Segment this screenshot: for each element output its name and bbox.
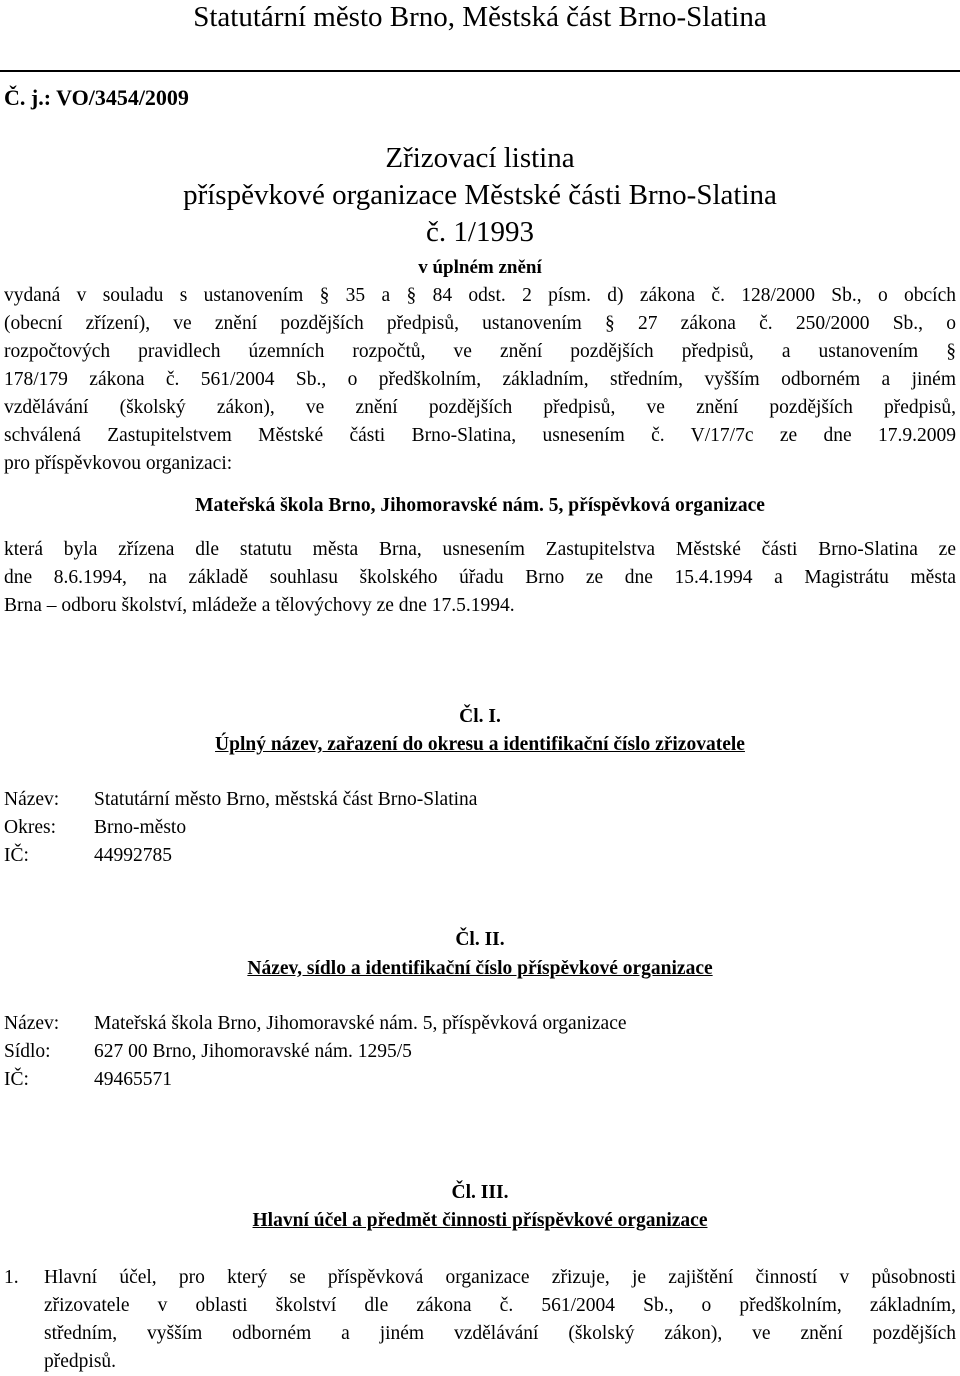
intro-line: vzdělávání (školský zákon), ve znění pozdějších předpisů, ve znění pozdějších předpisů,	[4, 397, 956, 418]
list-item-line: Hlavní účel, pro který se příspěvková organizace zřizuje, je zajištění činností v působnosti	[44, 1267, 956, 1288]
list-item-line: středním, vyšším odborném a jiném vzdělávání (školský zákon), ve znění pozdějších	[44, 1323, 956, 1344]
article-2-number: Čl. II.	[455, 929, 505, 950]
intro-line: schválená Zastupitelstvem Městské části Brno-Slatina, usnesením č. V/17/7c ze dne 17.9.2009	[4, 425, 956, 446]
definition-value: 44992785	[94, 845, 172, 866]
history-line: Brna – odboru školství, mládeže a tělovýchovy ze dne 17.5.1994.	[4, 595, 515, 616]
definition-label: Název:	[4, 789, 60, 810]
intro-line: rozpočtových pravidlech územních rozpočtů, ve znění pozdějších předpisů, a ustanovením §	[4, 341, 956, 362]
list-item-line: předpisů.	[44, 1351, 117, 1372]
organization-name: Mateřská škola Brno, Jihomoravské nám. 5, příspěvková organizace	[195, 495, 765, 516]
article-1-number: Čl. I.	[459, 706, 501, 727]
definition-label: Okres:	[4, 817, 56, 838]
list-item-number: 1.	[4, 1267, 19, 1288]
intro-paragraph	[4, 282, 956, 478]
intro-line: (obecní zřízení), ve znění pozdějších předpisů, ustanovením § 27 zákona č. 250/2000 Sb., o	[4, 313, 956, 334]
intro-line: 178/179 zákona č. 561/2004 Sb., o předškolním, základním, středním, vyšším odborném a jiném	[4, 369, 956, 390]
definition-label: IČ:	[4, 1069, 29, 1090]
page-header-title: Statutární město Brno, Městská část Brno-Slatina	[193, 1, 767, 33]
history-line: dne 8.6.1994, na základě souhlasu školského úřadu Brno ze dne 15.4.1994 a Magistrátu města	[4, 567, 956, 588]
article-1-heading: Úplný název, zařazení do okresu a identifikační číslo zřizovatele	[215, 734, 745, 755]
document-title-line2: příspěvkové organizace Městské části Brno-Slatina	[183, 179, 777, 211]
reference-number: Č. j.: VO/3454/2009	[4, 85, 189, 110]
definition-value: 627 00 Brno, Jihomoravské nám. 1295/5	[94, 1041, 412, 1062]
definition-label: Sídlo:	[4, 1041, 51, 1062]
definition-label: Název:	[4, 1013, 60, 1034]
definition-value: Mateřská škola Brno, Jihomoravské nám. 5, příspěvková organizace	[94, 1013, 627, 1034]
list-item	[44, 1264, 956, 1376]
definition-value: Brno-město	[94, 817, 187, 838]
definition-value: Statutární město Brno, městská část Brno-Slatina	[94, 789, 478, 810]
definition-label: IČ:	[4, 845, 29, 866]
definition-value: 49465571	[94, 1069, 172, 1090]
header-divider	[0, 70, 960, 72]
article-3-heading: Hlavní účel a předmět činnosti příspěvkové organizace	[252, 1210, 708, 1231]
history-paragraph	[4, 536, 956, 620]
document-subtitle: v úplném znění	[418, 257, 542, 278]
document-number: č. 1/1993	[426, 216, 534, 248]
intro-line: pro příspěvkovou organizaci:	[4, 453, 233, 474]
intro-line: vydaná v souladu s ustanovením § 35 a § 84 odst. 2 písm. d) zákona č. 128/2000 Sb., o obcích	[4, 285, 956, 306]
article-3-number: Čl. III.	[451, 1182, 509, 1203]
history-line: která byla zřízena dle statutu města Brna, usnesením Zastupitelstva Městské části Brno-Slatina ze	[4, 539, 956, 560]
list-item-line: zřizovatele v oblasti školství dle zákona č. 561/2004 Sb., o předškolním, základním,	[44, 1295, 956, 1316]
article-2-heading: Název, sídlo a identifikační číslo příspěvkové organizace	[247, 958, 713, 979]
document-title: Zřizovací listina	[385, 142, 575, 174]
